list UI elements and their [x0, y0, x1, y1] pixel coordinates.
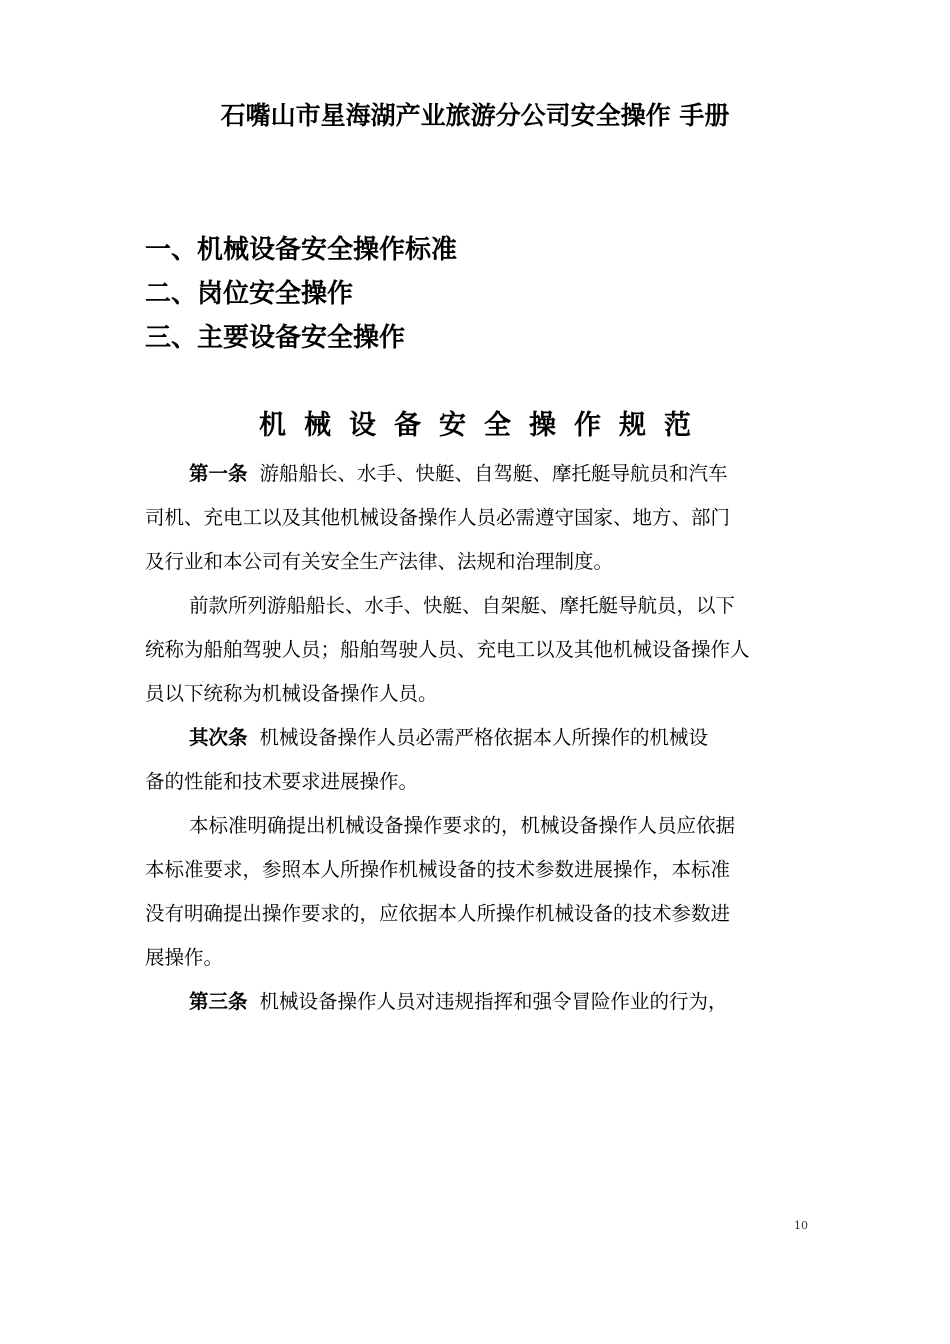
paragraph-2-line-3: 员以下统称为机械设备操作人员。: [145, 682, 438, 705]
article-2-line-2: 备的性能和技术要求进展操作。: [145, 770, 419, 793]
document-body: [145, 452, 815, 1024]
toc-item-3: 三、主要设备安全操作: [145, 323, 406, 353]
document-title: 石嘴山市星海湖产业旅游分公司安全操作 手册: [220, 101, 730, 130]
article-2: [145, 716, 815, 804]
article-3: [145, 980, 815, 1024]
table-of-contents: [145, 228, 845, 360]
toc-item-1: 一、机械设备安全操作标准: [145, 235, 458, 265]
article-3-label: 第三条: [189, 990, 248, 1013]
paragraph-2: [145, 584, 815, 716]
page-number: 10: [794, 1219, 808, 1232]
article-2-line-1: [145, 716, 815, 760]
article-2-text-1: 机械设备操作人员必需严格依据本人所操作的机械设: [259, 726, 709, 749]
article-1-line-3: 及行业和本公司有关安全生产法律、法规和治理制度。: [145, 550, 614, 573]
article-1-text-1: 游船船长、水手、快艇、自驾艇、摩托艇导航员和汽车: [259, 462, 728, 485]
article-1-line-2: 司机、充电工以及其他机械设备操作人员必需遵守国家、地方、部门: [145, 506, 731, 529]
toc-item-2: 二、岗位安全操作: [145, 279, 354, 309]
article-1: [145, 452, 815, 584]
paragraph-4-line-2: 本标准要求，参照本人所操作机械设备的技术参数进展操作，本标准: [145, 858, 731, 881]
paragraph-4-line-1: 本标准明确提出机械设备操作要求的，机械设备操作人员应依据: [189, 814, 736, 837]
paragraph-4: [145, 804, 815, 980]
section-title: 机械设备安全操作规范: [259, 410, 709, 441]
article-2-label: 其次条: [189, 726, 248, 749]
article-1-line-1: [145, 452, 815, 496]
paragraph-2-line-1: 前款所列游船船长、水手、快艇、自架艇、摩托艇导航员，以下: [189, 594, 736, 617]
paragraph-2-line-2: 统称为船舶驾驶人员；船舶驾驶人员、充电工以及其他机械设备操作人: [145, 638, 750, 661]
paragraph-4-line-4: 展操作。: [145, 946, 224, 969]
paragraph-4-line-3: 没有明确提出操作要求的，应依据本人所操作机械设备的技术参数进: [145, 902, 731, 925]
article-3-line-1: [145, 980, 815, 1024]
article-3-text-1: 机械设备操作人员对违规指挥和强令冒险作业的行为，: [259, 990, 728, 1013]
article-1-label: 第一条: [189, 462, 248, 485]
